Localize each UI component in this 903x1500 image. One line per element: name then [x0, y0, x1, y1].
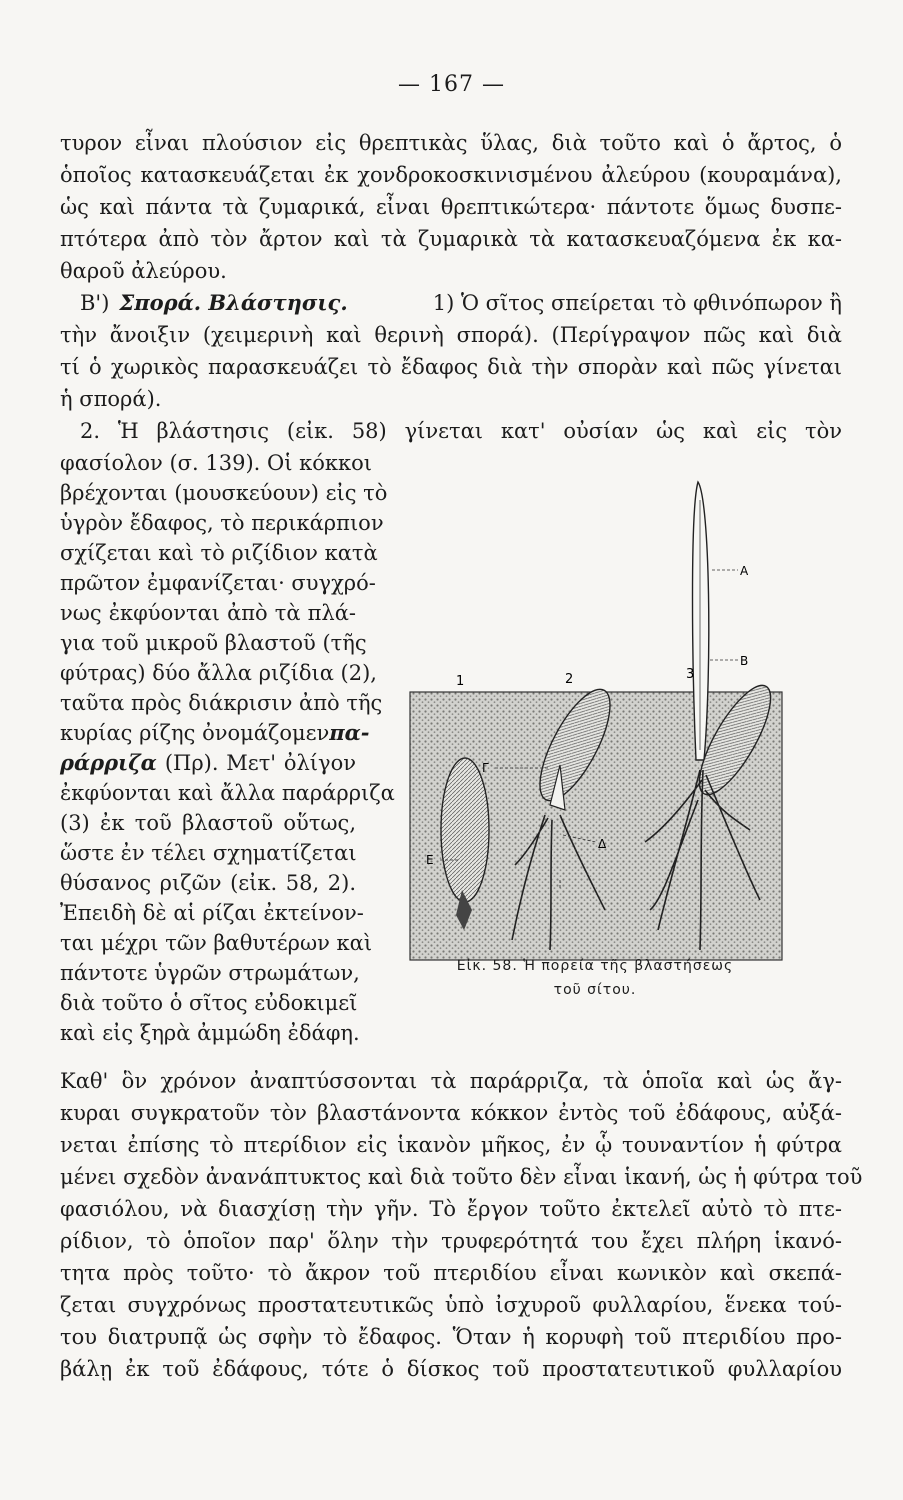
section-heading-line	[80, 288, 842, 318]
column-line: ἐκφύονται καὶ ἄλλα παράρριζα	[60, 781, 395, 805]
column-line: πάντοτε ὑγρῶν στρωμάτων,	[60, 961, 360, 985]
part-label-b: B	[740, 654, 749, 668]
text-line: πτότερα ἀπὸ τὸν ἄρτον καὶ τὰ ζυμαρικὰ τὰ κατασκευαζόμενα ἐκ κα-	[60, 227, 842, 251]
text-line: τὴν ἄνοιξιν (χειμερινὴ καὶ θερινὴ σπορά). (Περίγραψον πῶς καὶ διὰ	[60, 323, 842, 347]
part-label-gamma: Γ	[482, 761, 489, 775]
text-line: βάλῃ ἐκ τοῦ ἐδάφους, τότε ὁ δίσκος τοῦ προστατευτικοῦ φυλλαρίου	[60, 1357, 842, 1381]
text-line: Καθ' ὃν χρόνον ἀναπτύσσονται τὰ παράρριζα, τὰ ὁποῖα καὶ ὡς ἄγ-	[60, 1069, 842, 1093]
column-line: για τοῦ μικροῦ βλαστοῦ (τῆς	[60, 631, 367, 655]
column-line: θύσανος ριζῶν (εἰκ. 58, 2).	[60, 871, 356, 895]
column-line: ὑγρὸν ἔδαφος, τὸ περικάρπιον	[60, 511, 384, 535]
text-line: θαροῦ ἀλεύρου.	[60, 259, 227, 283]
section-heading-rest: 1) Ὁ σῖτος σπείρεται τὸ φθινόπωρον ἢ	[432, 291, 842, 315]
text-line: ὁποῖος κατασκευάζεται ἐκ χονδροκοσκινισμένου ἀλεύρου (κουραμάνα),	[60, 163, 842, 187]
column-line: βρέχονται (μουσκεύουν) εἰς τὸ	[60, 481, 388, 505]
figure-caption-continued: τοῦ σίτου.	[553, 982, 637, 998]
text-line: τυρον εἶναι πλούσιον εἰς θρεπτικὰς ὕλας, διὰ τοῦτο καὶ ὁ ἄρτος, ὁ	[60, 131, 842, 155]
section-label: Β')	[80, 291, 110, 315]
column-line-text: (Πρ). Μετ' ὀλίγον	[164, 751, 356, 775]
column-line: (3) ἐκ τοῦ βλαστοῦ οὕτως,	[60, 811, 356, 835]
stage-label-3: 3	[686, 667, 695, 682]
column-line: διὰ τοῦτο ὁ σῖτος εὐδοκιμεῖ	[60, 991, 358, 1015]
text-line: 2. Ἡ βλάστησις (εἰκ. 58) γίνεται κατ' οὐσίαν ὡς καὶ εἰς τὸν	[80, 419, 842, 443]
section-heading: Σπορά. Βλάστησις.	[119, 290, 348, 315]
column-line: νως ἐκφύονται ἀπὸ τὰ πλά-	[60, 601, 356, 625]
term-emphasis: πα-	[329, 720, 370, 745]
part-label-delta: Δ	[598, 837, 607, 851]
column-line: ὥστε ἐν τέλει σχηματίζεται	[60, 841, 357, 865]
text-line: του διατρυπᾷ ὡς σφὴν τὸ ἔδαφος. Ὅταν ἡ κορυφὴ τοῦ πτεριδίου προ-	[60, 1325, 842, 1349]
text-line: ρίδιον, τὸ ὁποῖον παρ' ὅλην τὴν τρυφερότητά του ἔχει πλήρη ἱκανό-	[60, 1229, 842, 1253]
text-line: τητα πρὸς τοῦτο· τὸ ἄκρον τοῦ πτεριδίου εἶναι κωνικὸν καὶ σκεπά-	[60, 1261, 842, 1285]
column-line	[60, 718, 370, 748]
text-line: φασιόλου, νὰ διασχίσῃ τὴν γῆν. Τὸ ἔργον τοῦτο ἐκτελεῖ αὐτὸ τὸ πτε-	[60, 1197, 842, 1221]
column-line	[60, 748, 356, 778]
column-line: σχίζεται καὶ τὸ ριζίδιον κατὰ	[60, 541, 378, 565]
part-label-a: A	[740, 564, 749, 578]
text-line: μένει σχεδὸν ἀνανάπτυκτος καὶ διὰ τοῦτο δὲν εἶναι ἱκανή, ὡς ἡ φύτρα τοῦ	[60, 1165, 863, 1189]
part-label-epsilon: Ε	[426, 853, 434, 867]
column-line: φασίολον (σ. 139). Οἱ κόκκοι	[60, 451, 373, 475]
germination-illustration	[400, 470, 790, 970]
column-line: καὶ εἰς ξηρὰ ἀμμώδη ἐδάφη.	[60, 1021, 360, 1045]
seed-stage-1	[441, 758, 489, 902]
text-line: κυραι συγκρατοῦν τὸν βλαστάνοντα κόκκον ἐντὸς τοῦ ἐδάφους, αὐξά-	[60, 1101, 842, 1125]
stage-label-1: 1	[456, 674, 465, 689]
column-line: φύτρας) δύο ἄλλα ριζίδια (2),	[60, 661, 377, 685]
leaf-stage-3	[693, 482, 709, 760]
column-line: ταῦτα πρὸς διάκρισιν ἀπὸ τῆς	[60, 691, 383, 715]
column-line: ται μέχρι τῶν βαθυτέρων καὶ	[60, 931, 373, 955]
text-line: τί ὁ χωρικὸς παρασκευάζει τὸ ἔδαφος διὰ τὴν σπορὰν καὶ πῶς γίνεται	[60, 355, 842, 379]
text-line: ζεται συγχρόνως προστατευτικῶς ὑπὸ ἰσχυροῦ φυλλαρίου, ἕνεκα τού-	[60, 1293, 842, 1317]
text-line: νεται ἐπίσης τὸ πτερίδιον εἰς ἱκανὸν μῆκος, ἐν ᾧ τουναντίον ἡ φύτρα	[60, 1133, 842, 1157]
figure-caption: Εἰκ. 58. Ἡ πορεία τῆς βλαστήσεως	[456, 958, 734, 974]
column-line: πρῶτον ἐμφανίζεται· συγχρό-	[60, 571, 376, 595]
text-line: ὡς καὶ πάντα τὰ ζυμαρικά, εἶναι θρεπτικώτερα· πάντοτε ὅμως δυσπε-	[60, 195, 842, 219]
text-line: ἡ σπορά).	[60, 387, 162, 411]
term-emphasis: ράρριζα	[60, 750, 157, 775]
page-number: — 167 —	[398, 72, 505, 97]
stage-label-2: 2	[565, 672, 574, 687]
column-line: Ἐπειδὴ δὲ αἱ ρίζαι ἐκτείνον-	[60, 901, 364, 925]
column-line-text: κυρίας ρίζης ὀνομάζομεν	[60, 721, 330, 745]
